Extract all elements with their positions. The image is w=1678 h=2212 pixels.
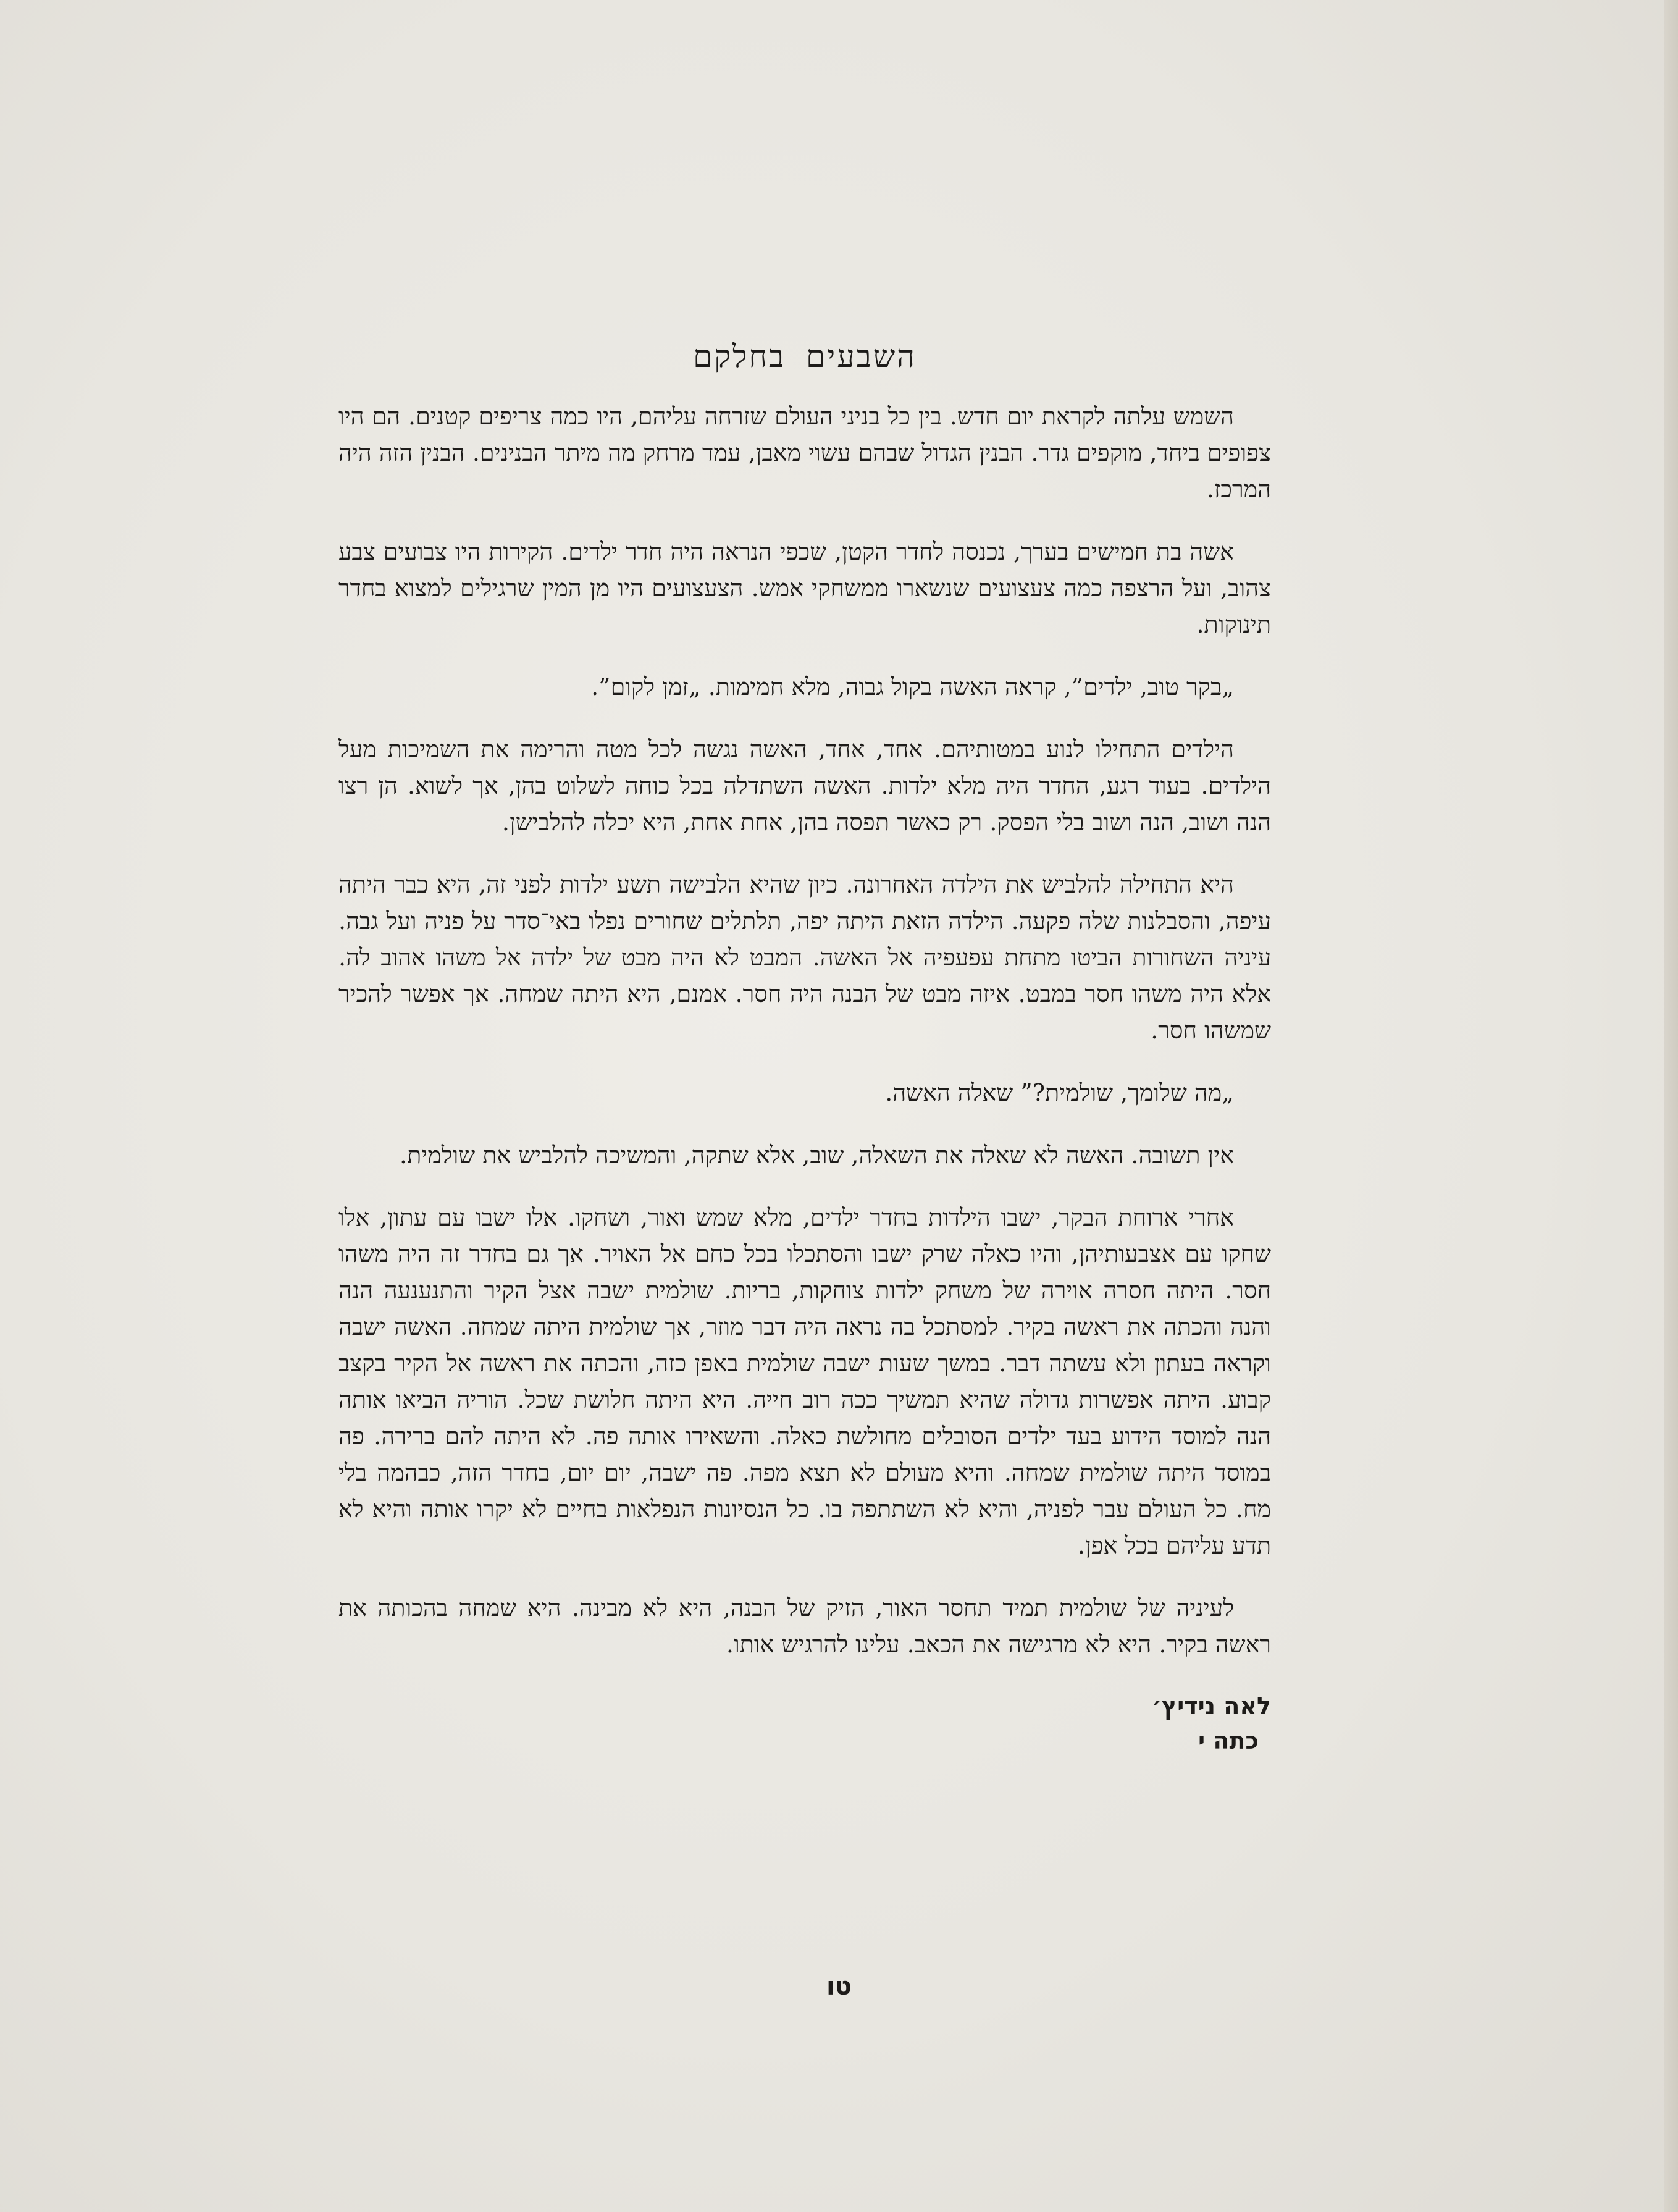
paragraph-3: „בקר טוב, ילדים”, קראה האשה בקול גבוה, מלא חמימות. „זמן לקום”. (591, 673, 1234, 700)
author-class: כתה י (1198, 1727, 1259, 1754)
page-number: טו (826, 1972, 852, 2001)
paragraph-8: אחרי ארוחת הבקר, ישבו הילדות בחדר ילדים, מלא שמש ואור, ושחקו. אלו ישבו עם עתון, אלו שחקו עם אצבעותיהן, והיו כאלה שרק ישבו והסתכלו בכל כחם אל האויר. אך גם בחדר זה היה משהו חסר. היתה חסרה אוירה של משחק ילדות צוחקות, בריות. שולמית ישבה אצל הקיר והתנענעה הנה והנה והכתה את ראשה בקיר. למסתכל בה נראה היה דבר מוזר, אך שולמית היתה שמחה. האשה ישבה וקראה בעתון ולא עשתה דבר. במשך שעות ישבה שולמית באפן כזה, והכתה את ראשה אל הקיר בקצב קבוע. היתה אפשרות גדולה שהיא תמשיך ככה רוב חייה. היא היתה חלושת שכל. הוריה הביאו אותה הנה למוסד הידוע בעד ילדים הסובלים מחולשת כאלה. והשאירו אותה פה. לא היתה להם ברירה. פה במוסד היתה שולמית שמחה. והיא מעולם לא תצא מפה. פה ישבה, יום יום, בחדר הזה, כבהמה בלי מח. כל העולם עבר לפניה, והיא לא השתתפה בו. כל הנסיונות הנפלאות בחיים לא יקרו אותה והיא לא תדע עליהם בכל אפן. (338, 1204, 1271, 1559)
paragraph-2: אשה בת חמישים בערך, נכנסה לחדר הקטן, שכפי הנראה היה חדר ילדים. הקירות היו צבועים צבע צהוב, ועל הרצפה כמה צעצועים שנשארו ממשחקי אמש. הצעצועים היו מן המין שרגילים למצוא בחדר תינוקות. (338, 538, 1271, 638)
paragraph-7: אין תשובה. האשה לא שאלה את השאלה, שוב, אלא שתקה, והמשיכה להלביש את שולמית. (399, 1142, 1234, 1169)
page-edge (1664, 0, 1678, 2212)
article (338, 337, 1271, 1758)
paragraph-5: היא התחילה להלביש את הילדה האחרונה. כיון שהיא הלבישה תשע ילדות לפני זה, היא כבר היתה עיפה, והסבלנות שלה פקעה. הילדה הזאת היתה יפה, תלתלים שחורים נפלו באי־סדר על פניה ועל גבה. עיניה השחורות הביטו מתחת עפעפיה אל האשה. המבט לא היה מבט של ילדה אל משהו אהוב לה. אלא היה משהו חסר במבט. איזה מבט של הבנה היה חסר. אמנם, היא היתה שמחה. אך אפשר להכיר שמשהו חסר. (338, 871, 1271, 1044)
paragraph-1: השמש עלתה לקראת יום חדש. בין כל בניני העולם שזרחה עליהם, היו כמה צריפים קטנים. הם היו צפופים ביחד, מוקפים גדר. הבנין הגדול שבהם עשוי מאבן, עמד מרחק מה מיתר הבנינים. הבנין הזה היה המרכז. (338, 403, 1271, 503)
paragraph-4: הילדים התחילו לנוע במטותיהם. אחד, אחד, האשה נגשה לכל מטה והרימה את השמיכות מעל הילדים. בעוד רגע, החדר היה מלא ילדות. האשה השתדלה בכל כוחה לשלוט בהן, אך לשוא. הן רצו הנה ושוב, הנה ושוב בלי הפסק. רק כאשר תפסה בהן, אחת אחת, היא יכלה להלבישן. (338, 736, 1271, 836)
author-name: לאה נידיץ׳ (1151, 1693, 1271, 1720)
article-title: השבעים בחלקם (693, 339, 917, 374)
signature-block (338, 1689, 1271, 1758)
paragraph-6: „מה שלומך, שולמית?” שאלה האשה. (885, 1079, 1234, 1106)
paragraph-9: לעיניה של שולמית תמיד תחסר האור, הזיק של הבנה, היא לא מבינה. היא שמחה בהכותה את ראשה בקיר. היא לא מרגישה את הכאב. עלינו להרגיש אותו. (338, 1594, 1271, 1658)
